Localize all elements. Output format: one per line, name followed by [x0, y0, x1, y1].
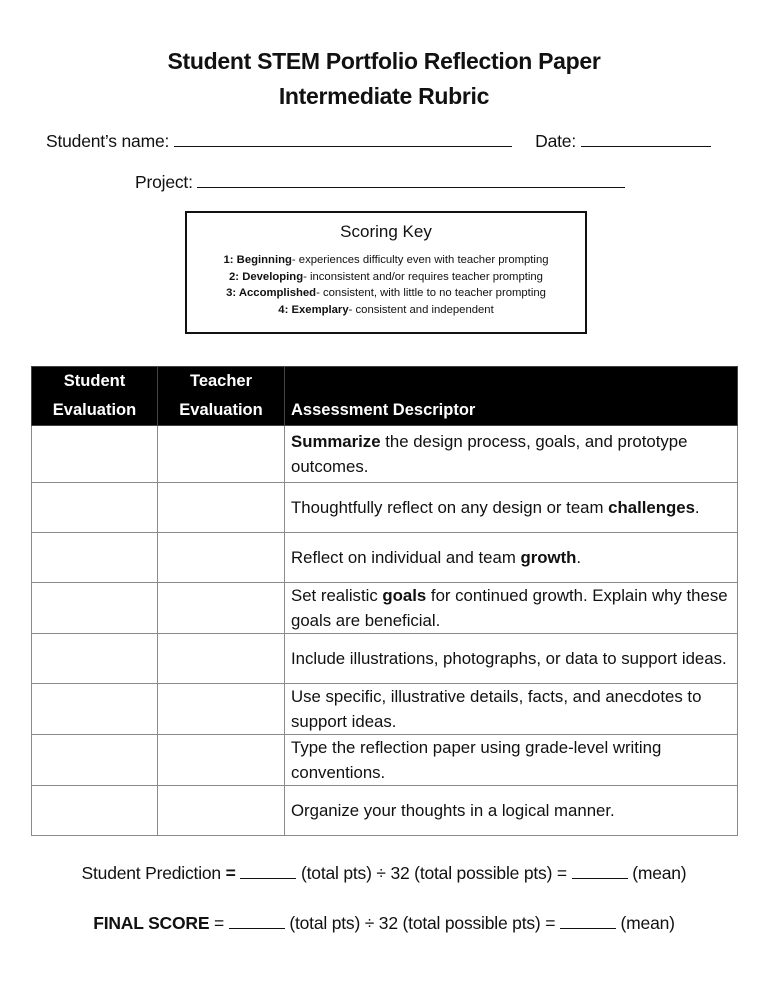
student-name-label: Student’s name: [46, 131, 170, 151]
scoring-key-level: 2: Developing- inconsistent and/or requires teacher prompting [229, 270, 543, 283]
scoring-key-box [185, 211, 587, 334]
assessment-descriptor-cell: Organize your thoughts in a logical manner. [285, 786, 738, 836]
scoring-key-level: 4: Exemplary- consistent and independent [278, 303, 494, 316]
table-header-row [32, 367, 738, 426]
student-evaluation-header: Student Evaluation [32, 367, 158, 426]
student-prediction-line: Student Prediction = (total pts) ÷ 32 (total possible pts) = (mean) [81, 863, 687, 883]
student-evaluation-cell[interactable] [32, 684, 158, 735]
final-score-line: FINAL SCORE = (total pts) ÷ 32 (total possible pts) = (mean) [93, 913, 675, 933]
date-field[interactable] [581, 132, 711, 147]
student-evaluation-cell[interactable] [32, 735, 158, 786]
table-row [32, 583, 738, 634]
student-evaluation-cell[interactable] [32, 583, 158, 634]
rubric-table [31, 366, 738, 836]
teacher-evaluation-cell[interactable] [158, 786, 285, 836]
student-evaluation-cell[interactable] [32, 533, 158, 583]
table-row [32, 533, 738, 583]
student-name-row [46, 131, 711, 152]
assessment-descriptor-cell: Reflect on individual and team growth. [285, 533, 738, 583]
table-row [32, 634, 738, 684]
assessment-descriptor-cell: Thoughtfully reflect on any design or team challenges. [285, 483, 738, 533]
document-title: Student STEM Portfolio Reflection Paper [167, 48, 601, 74]
table-row [32, 684, 738, 735]
final-score-label: FINAL SCORE [93, 913, 210, 933]
teacher-evaluation-cell[interactable] [158, 583, 285, 634]
assessment-descriptor-cell: Set realistic goals for continued growth. Explain why these goals are beneficial. [285, 583, 738, 634]
teacher-evaluation-cell[interactable] [158, 533, 285, 583]
teacher-evaluation-header: Teacher Evaluation [158, 367, 285, 426]
final-total-field[interactable] [229, 914, 285, 929]
teacher-evaluation-cell[interactable] [158, 426, 285, 483]
student-evaluation-cell[interactable] [32, 786, 158, 836]
assessment-descriptor-cell: Include illustrations, photographs, or data to support ideas. [285, 634, 738, 684]
project-field[interactable] [197, 173, 625, 188]
scoring-key-title: Scoring Key [340, 222, 432, 241]
table-row [32, 735, 738, 786]
student-name-field[interactable] [174, 132, 512, 147]
table-row [32, 483, 738, 533]
prediction-mean-field[interactable] [572, 864, 628, 879]
teacher-evaluation-cell[interactable] [158, 483, 285, 533]
table-row [32, 426, 738, 483]
final-mean-field[interactable] [560, 914, 616, 929]
teacher-evaluation-cell[interactable] [158, 735, 285, 786]
student-prediction-label: Student Prediction [81, 863, 221, 883]
project-row [135, 172, 625, 193]
teacher-evaluation-cell[interactable] [158, 634, 285, 684]
assessment-descriptor-cell: Summarize the design process, goals, and prototype outcomes. [285, 426, 738, 483]
student-evaluation-cell[interactable] [32, 483, 158, 533]
scoring-key-level: 1: Beginning- experiences difficulty even with teacher prompting [223, 254, 549, 266]
assessment-descriptor-cell: Use specific, illustrative details, facts, and anecdotes to support ideas. [285, 684, 738, 735]
assessment-descriptor-header: Assessment Descriptor [285, 367, 738, 426]
date-label: Date: [535, 131, 576, 151]
table-row [32, 786, 738, 836]
prediction-total-field[interactable] [240, 864, 296, 879]
assessment-descriptor-cell: Type the reflection paper using grade-level writing conventions. [285, 735, 738, 786]
document-subtitle: Intermediate Rubric [278, 83, 490, 109]
scoring-key-levels [187, 252, 585, 318]
student-evaluation-cell[interactable] [32, 426, 158, 483]
project-label: Project: [135, 172, 193, 192]
teacher-evaluation-cell[interactable] [158, 684, 285, 735]
student-evaluation-cell[interactable] [32, 634, 158, 684]
scoring-key-level: 3: Accomplished- consistent, with little to no teacher prompting [226, 287, 546, 299]
